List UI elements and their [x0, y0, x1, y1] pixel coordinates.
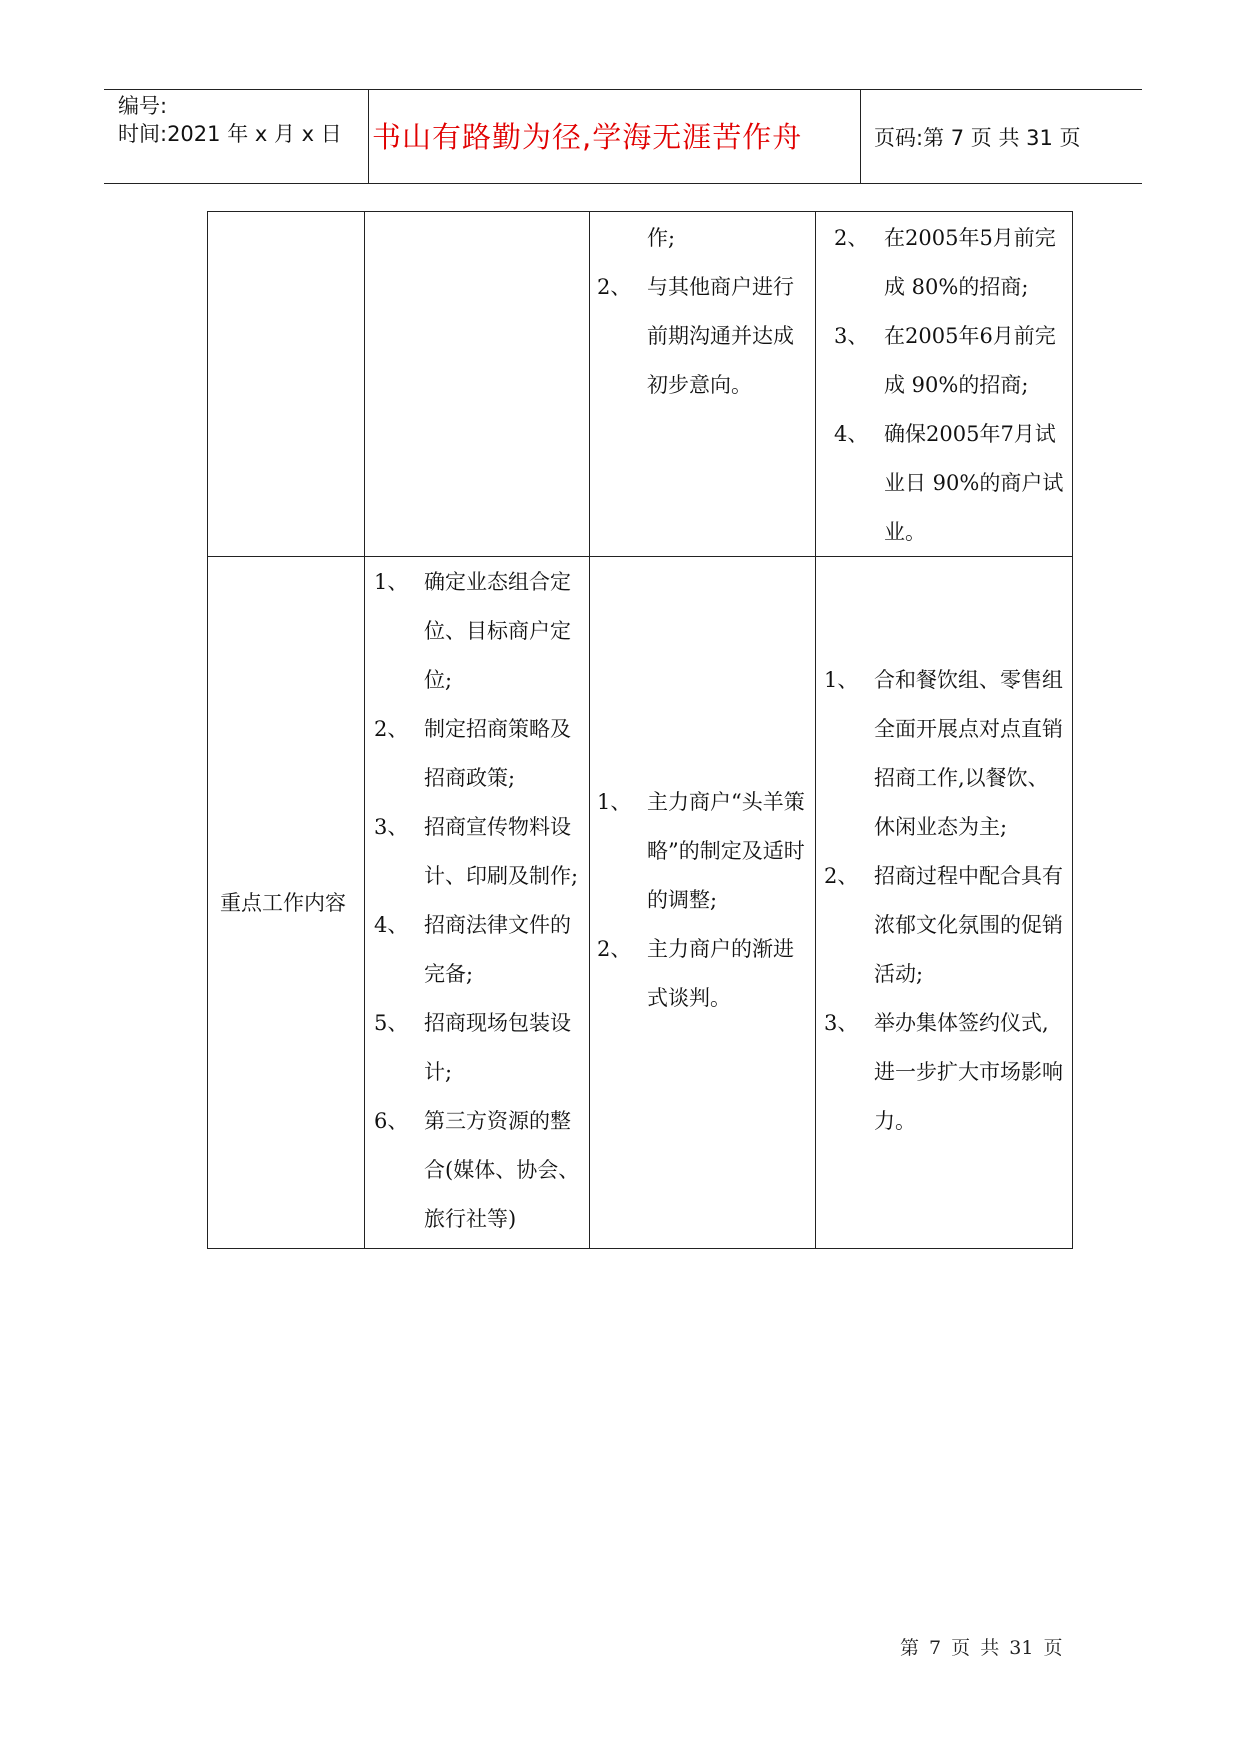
header-motto: 书山有路勤为径,学海无涯苦作舟 — [372, 120, 803, 154]
header-divider-left — [368, 90, 369, 184]
row2-col3-cell — [597, 778, 811, 1023]
row2-col2-cell — [374, 558, 584, 1244]
table-left-border — [207, 211, 208, 1249]
list-item-number: 1、 — [597, 790, 632, 814]
table-right-border — [1072, 211, 1073, 1249]
list-item — [834, 214, 1068, 312]
list-item-number: 2、 — [597, 937, 632, 961]
list-item — [834, 312, 1068, 410]
list-item-number: 3、 — [824, 1011, 859, 1035]
list-item-text: 第三方资源的整合(媒体、协会、旅行社等) — [424, 1109, 580, 1231]
list-item-number: 6、 — [374, 1109, 409, 1133]
header-top-rule — [104, 89, 1142, 90]
list-item-number: 5、 — [374, 1011, 409, 1035]
list-item — [597, 778, 811, 925]
document-number-label: 编号: — [118, 94, 168, 118]
list-item — [834, 410, 1068, 557]
list-item — [374, 901, 584, 999]
row2-col4-cell — [824, 656, 1068, 1146]
list-item-number: 1、 — [824, 668, 859, 692]
header-page-number: 页码:第 7 页 共 31 页 — [874, 126, 1081, 150]
list-item — [597, 263, 811, 410]
list-item — [597, 214, 811, 263]
header-bottom-rule — [104, 183, 1142, 184]
list-item — [597, 925, 811, 1023]
document-time-label: 时间:2021 年 x 月 x 日 — [118, 122, 342, 146]
list-item-number: 4、 — [374, 913, 409, 937]
list-item-text: 招商过程中配合具有浓郁文化氛围的促销活动; — [874, 864, 1063, 986]
list-item-text: 招商现场包装设计; — [424, 1011, 571, 1084]
list-item-number: 2、 — [374, 717, 409, 741]
list-item — [374, 1097, 584, 1244]
list-item-number: 4、 — [834, 422, 869, 446]
list-item-number: 3、 — [834, 324, 869, 348]
list-item — [374, 705, 584, 803]
row1-col4-cell — [834, 214, 1068, 557]
list-item-text: 制定招商策略及招商政策; — [424, 717, 571, 790]
table-bottom-border — [207, 1248, 1073, 1249]
list-item-number: 2、 — [834, 226, 869, 250]
list-item-text: 确定业态组合定位、目标商户定位; — [424, 570, 571, 692]
list-item-text: 招商宣传物料设计、印刷及制作; — [424, 815, 579, 888]
list-item-text: 在2005年5月前完成 80%的招商; — [884, 226, 1056, 299]
list-item-text: 主力商户“头羊策略”的制定及适时的调整; — [647, 790, 805, 912]
list-item-text: 举办集体签约仪式,进一步扩大市场影响力。 — [874, 1011, 1063, 1133]
list-item-number: 3、 — [374, 815, 409, 839]
page-footer-number: 第 7 页 共 31 页 — [900, 1637, 1063, 1659]
row1-col3-cell — [597, 214, 811, 410]
list-item-number: 1、 — [374, 570, 409, 594]
table-col-divider-1 — [364, 211, 365, 1249]
table-col-divider-3 — [815, 211, 816, 1249]
list-item — [374, 999, 584, 1097]
table-col-divider-2 — [589, 211, 590, 1249]
list-item — [824, 852, 1068, 999]
list-item-text: 与其他商户进行前期沟通并达成初步意向。 — [647, 275, 794, 397]
header-divider-right — [860, 90, 861, 184]
list-item-text: 主力商户的渐进式谈判。 — [647, 937, 794, 1010]
list-item-number: 2、 — [597, 275, 632, 299]
list-item — [374, 803, 584, 901]
list-item — [374, 558, 584, 705]
list-item-text: 招商法律文件的完备; — [424, 913, 571, 986]
list-item — [824, 999, 1068, 1146]
list-item-text: 合和餐饮组、零售组全面开展点对点直销招商工作,以餐饮、休闲业态为主; — [874, 668, 1063, 839]
table-top-border — [207, 211, 1073, 212]
list-item-text: 在2005年6月前完成 90%的招商; — [884, 324, 1056, 397]
list-item-text: 确保2005年7月试业日 90%的商户试业。 — [884, 422, 1064, 544]
row2-label: 重点工作内容 — [220, 891, 346, 915]
list-item-text: 作; — [647, 226, 676, 250]
list-item-number: 2、 — [824, 864, 859, 888]
list-item — [824, 656, 1068, 852]
